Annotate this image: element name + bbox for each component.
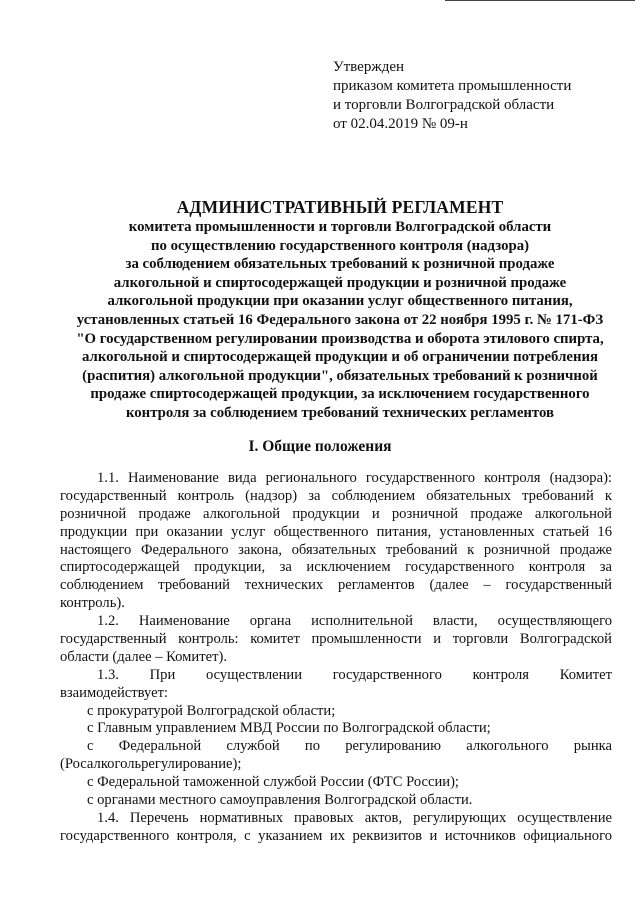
body-line: настоящего Федерального закона, обязательных требований к розничной продаже bbox=[60, 541, 612, 558]
body-line: продукции при оказании услуг общественного питания, установленных статьей 16 bbox=[60, 523, 612, 540]
body-line: с Федеральной таможенной службой России (ФТС России); bbox=[87, 774, 459, 791]
body-line: с органами местного самоуправления Волгоградской области. bbox=[87, 792, 473, 809]
subtitle-line: комитета промышленности и торговли Волгоградской области bbox=[128, 219, 552, 235]
subtitle-line: (распития) алкогольной продукции", обязательных требований к розничной bbox=[82, 367, 598, 384]
body-line: 1.1. Наименование вида регионального государственного контроля (надзора): bbox=[97, 470, 612, 486]
subtitle-line: алкогольной и спиртосодержащей продукции и розничной продаже bbox=[113, 274, 567, 291]
body-line: государственный контроль: комитет промышленности и торговли Волгоградской bbox=[60, 631, 612, 648]
subtitle-line: за соблюдением обязательных требований к розничной продаже bbox=[125, 256, 555, 273]
body-line: розничной продаже алкогольной продукции и розничной продаже алкогольной bbox=[60, 505, 612, 522]
subtitle-line: установленных статьей 16 Федерального закона от 22 ноября 1995 г. № 171-ФЗ bbox=[76, 311, 604, 328]
body-line: контроль). bbox=[60, 595, 125, 612]
section-heading: I. Общие положения bbox=[248, 438, 392, 455]
approval-line: от 02.04.2019 № 09-н bbox=[333, 116, 468, 132]
subtitle-line: алкогольной продукции при оказании услуг общественного питания, bbox=[107, 293, 573, 310]
scan-top-rule bbox=[445, 0, 635, 1]
subtitle-line: продаже спиртосодержащей продукции, за исключением государственного bbox=[90, 386, 590, 403]
body-line: спиртосодержащей продукции, за исключением государственного контроля за bbox=[60, 559, 612, 576]
subtitle-line: "О государственном регулировании производства и оборота этилового спирта, bbox=[76, 330, 604, 347]
subtitle-line: алкогольной и спиртосодержащей продукции и об ограничении потребления bbox=[81, 349, 599, 366]
approval-stamp bbox=[333, 58, 571, 134]
body-line: соблюдением требований технических регламентов (далее – государственный bbox=[60, 577, 612, 594]
body-line: (Росалкогольрегулирование); bbox=[60, 756, 242, 773]
body-line: с прокуратурой Волгоградской области; bbox=[87, 702, 336, 719]
document-title-block bbox=[40, 196, 640, 423]
approval-line: приказом комитета промышленности bbox=[333, 78, 572, 94]
document-subtitle bbox=[40, 218, 640, 423]
body-line: 1.3. При осуществлении государственного контроля Комитет bbox=[97, 666, 612, 683]
body-line: государственного контроля, с указанием их реквизитов и источников официального bbox=[60, 827, 612, 844]
body-line: с Федеральной службой по регулированию алкогольного рынка bbox=[87, 738, 612, 755]
document-body bbox=[60, 470, 612, 846]
body-line: 1.2. Наименование органа исполнительной власти, осуществляющего bbox=[97, 613, 612, 630]
approval-line: и торговли Волгоградской области bbox=[333, 97, 555, 113]
document-title: АДМИНИСТРАТИВНЫЙ РЕГЛАМЕНТ bbox=[176, 197, 504, 217]
body-line: государственный контроль (надзор) за соблюдением обязательных требований к bbox=[60, 487, 612, 504]
body-line: 1.4. Перечень нормативных правовых актов, регулирующих осуществление bbox=[97, 809, 612, 826]
body-line: взаимодействует: bbox=[60, 684, 169, 701]
subtitle-line: по осуществлению государственного контроля (надзора) bbox=[150, 237, 530, 254]
body-line: области (далее – Комитет). bbox=[60, 648, 227, 665]
approval-line: Утвержден bbox=[333, 59, 405, 75]
body-line: с Главным управлением МВД России по Волгоградской области; bbox=[87, 720, 491, 737]
subtitle-line: контроля за соблюдением требований технических регламентов bbox=[125, 404, 555, 421]
